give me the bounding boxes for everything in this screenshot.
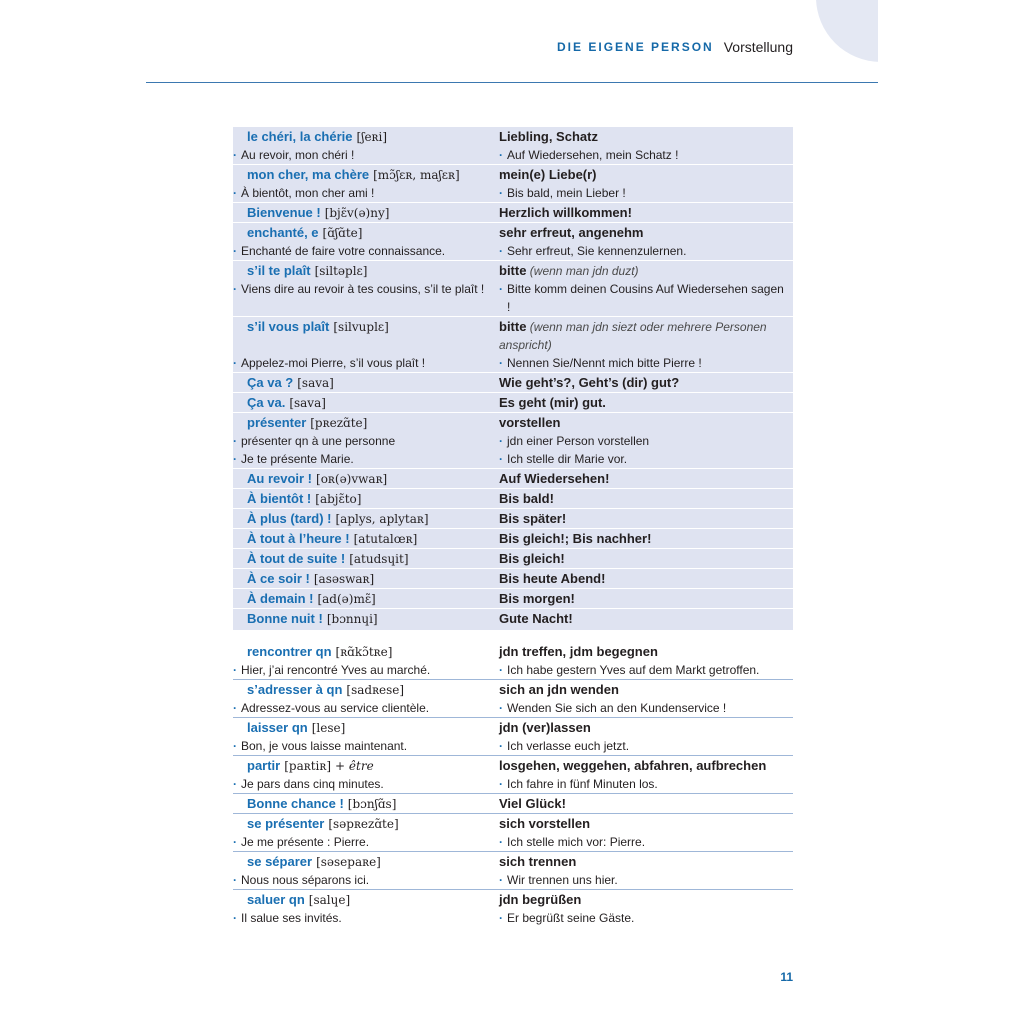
phonetic: [bɔnnɥi]: [326, 612, 378, 626]
phonetic: [sava]: [297, 376, 334, 390]
phonetic: [ad(ə)mɛ̃]: [317, 592, 376, 606]
french-example: Je te présente Marie.: [241, 452, 354, 466]
bullet-icon: ·: [233, 244, 237, 258]
german-translation: Bis bald!: [499, 491, 554, 506]
phonetic: [sadʀese]: [346, 683, 405, 697]
phonetic: [səpʀezɑ̃te]: [328, 817, 399, 831]
phonetic: [paʀtiʀ]: [284, 759, 332, 773]
french-term: Bonne chance !: [247, 796, 344, 811]
german-example: Er begrüßt seine Gäste.: [507, 911, 635, 925]
french-example: À bientôt, mon cher ami !: [241, 186, 375, 200]
bullet-icon: ·: [499, 186, 503, 200]
french-example: présenter qn à une personne: [241, 434, 396, 448]
phonetic: [siltəplɛ]: [314, 264, 368, 278]
french-term: À tout de suite !: [247, 551, 346, 566]
phonetic: [oʀ(ə)vwaʀ]: [316, 472, 388, 486]
bullet-icon: ·: [233, 911, 237, 925]
german-translation: Viel Glück!: [499, 796, 566, 811]
phonetic: [salɥe]: [308, 893, 351, 907]
german-example: Auf Wiedersehen, mein Schatz !: [507, 148, 679, 162]
usage-note: (wenn man jdn duzt): [529, 264, 639, 278]
vocab-entry: [233, 165, 793, 203]
vocab-entry: [233, 393, 793, 413]
vocab-entry: [233, 718, 793, 756]
german-translation: mein(e) Liebe(r): [499, 167, 597, 182]
vocab-entry: [233, 261, 793, 317]
french-example: Au revoir, mon chéri !: [241, 148, 355, 162]
bullet-icon: ·: [499, 434, 503, 448]
bullet-icon: ·: [233, 873, 237, 887]
german-translation: Es geht (mir) gut.: [499, 395, 606, 410]
french-term: saluer qn: [247, 892, 305, 907]
french-example: Je pars dans cinq minutes.: [241, 777, 384, 791]
german-translation: sich an jdn wenden: [499, 682, 619, 697]
german-translation: Wie geht’s?, Geht’s (dir) gut?: [499, 375, 680, 390]
phonetic: [ɑ̃ʃɑ̃te]: [322, 226, 363, 240]
german-translation: Bis später!: [499, 511, 567, 526]
phonetic: [atudsɥit]: [349, 552, 409, 566]
vocabulary-table: [233, 127, 793, 927]
french-term: s’adresser à qn: [247, 682, 343, 697]
bullet-icon: ·: [233, 835, 237, 849]
german-translation: jdn (ver)lassen: [499, 720, 591, 735]
german-translation: Liebling, Schatz: [499, 129, 598, 144]
phonetic: [bɔnʃɑ̃s]: [347, 797, 397, 811]
french-example: Appelez-moi Pierre, s’il vous plaît !: [241, 356, 426, 370]
vocab-entry: [233, 223, 793, 261]
french-term: se présenter: [247, 816, 325, 831]
vocab-entry: [233, 589, 793, 609]
french-example: Viens dire au revoir à tes cousins, s’il te plaît !: [241, 282, 485, 296]
bullet-icon: ·: [499, 244, 503, 258]
bullet-icon: ·: [233, 148, 237, 162]
french-term: Bonne nuit !: [247, 611, 323, 626]
bullet-icon: ·: [233, 663, 237, 677]
section-title: DIE EIGENE PERSON: [557, 39, 714, 54]
bullet-icon: ·: [499, 663, 503, 677]
german-translation: sich trennen: [499, 854, 577, 869]
german-translation: losgehen, weggehen, abfahren, aufbrechen: [499, 758, 767, 773]
phonetic: [atutalœʀ]: [353, 532, 418, 546]
german-example: Bitte komm deinen Cousins Auf Wiedersehen sagen !: [507, 282, 784, 314]
phonetic: [asəswaʀ]: [313, 572, 375, 586]
vocab-entry: [233, 317, 793, 373]
bullet-icon: ·: [233, 356, 237, 370]
header-divider: [146, 82, 878, 83]
bullet-icon: ·: [499, 777, 503, 791]
french-term: partir: [247, 758, 281, 773]
vocab-entry: [233, 127, 793, 165]
vocab-entry: [233, 756, 793, 794]
bullet-icon: ·: [499, 701, 503, 715]
german-example: jdn einer Person vorstellen: [507, 434, 650, 448]
bullet-icon: ·: [233, 186, 237, 200]
phonetic: [abjɛ̃to]: [315, 492, 362, 506]
german-translation: bitte: [499, 319, 527, 334]
french-term: laisser qn: [247, 720, 308, 735]
french-term: présenter: [247, 415, 307, 430]
french-term: se séparer: [247, 854, 313, 869]
french-term: À tout à l’heure !: [247, 531, 350, 546]
bullet-icon: ·: [499, 911, 503, 925]
german-translation: Herzlich willkommen!: [499, 205, 632, 220]
german-example: Ich fahre in fünf Minuten los.: [507, 777, 658, 791]
german-translation: bitte: [499, 263, 527, 278]
bullet-icon: ·: [499, 356, 503, 370]
german-example: Ich stelle dir Marie vor.: [507, 452, 628, 466]
german-translation: Gute Nacht!: [499, 611, 573, 626]
vocab-entry: [233, 509, 793, 529]
vocab-entry: [233, 549, 793, 569]
french-term: Au revoir !: [247, 471, 313, 486]
french-example: Nous nous séparons ici.: [241, 873, 370, 887]
german-example: Ich habe gestern Yves auf dem Markt getroffen.: [507, 663, 760, 677]
german-example: Wir trennen uns hier.: [507, 873, 618, 887]
phonetic: [ʀɑ̃kɔ̃tʀe]: [335, 645, 393, 659]
german-translation: Bis heute Abend!: [499, 571, 606, 586]
vocab-entry: [233, 852, 793, 890]
french-term: s’il te plaît: [247, 263, 311, 278]
phonetic: [bjɛ̃v(ə)ny]: [324, 206, 390, 220]
french-example: Bon, je vous laisse maintenant.: [241, 739, 408, 753]
bullet-icon: ·: [233, 434, 237, 448]
german-example: Ich stelle mich vor: Pierre.: [507, 835, 646, 849]
german-translation: Bis morgen!: [499, 591, 575, 606]
bullet-icon: ·: [499, 739, 503, 753]
bullet-icon: ·: [233, 701, 237, 715]
vocab-entry: [233, 794, 793, 814]
bullet-icon: ·: [499, 873, 503, 887]
grammar-note: + être: [335, 759, 374, 773]
german-translation: Bis gleich!: [499, 551, 565, 566]
vocab-entry: [233, 642, 793, 680]
french-example: Je me présente : Pierre.: [241, 835, 370, 849]
phonetic: [pʀezɑ̃te]: [310, 416, 368, 430]
vocab-entry: [233, 489, 793, 509]
phonetic: [səsepaʀe]: [316, 855, 381, 869]
french-term: Bienvenue !: [247, 205, 321, 220]
vocab-entry: [233, 890, 793, 927]
french-example: Enchanté de faire votre connaissance.: [241, 244, 446, 258]
french-term: mon cher, ma chère: [247, 167, 370, 182]
phonetic: [aplys, aplytaʀ]: [335, 512, 429, 526]
bullet-icon: ·: [499, 835, 503, 849]
french-term: À demain !: [247, 591, 314, 606]
french-term: s’il vous plaît: [247, 319, 330, 334]
vocab-entry: [233, 680, 793, 718]
vocab-entry: [233, 529, 793, 549]
vocab-entry: [233, 373, 793, 393]
vocab-entry: [233, 413, 793, 469]
french-example: Il salue ses invités.: [241, 911, 342, 925]
usage-note: (wenn man jdn siezt oder mehrere Personen anspricht): [499, 320, 767, 352]
french-term: le chéri, la chérie: [247, 129, 353, 144]
bullet-icon: ·: [233, 777, 237, 791]
phonetic: [lese]: [311, 721, 346, 735]
bullet-icon: ·: [233, 739, 237, 753]
french-term: À bientôt !: [247, 491, 312, 506]
vocab-entry: [233, 609, 793, 631]
french-term: Ça va ?: [247, 375, 294, 390]
vocab-entry: [233, 569, 793, 589]
french-term: Ça va.: [247, 395, 286, 410]
french-example: Hier, j’ai rencontré Yves au marché.: [241, 663, 431, 677]
bullet-icon: ·: [233, 282, 237, 296]
vocab-entry: [233, 469, 793, 489]
bullet-icon: ·: [499, 452, 503, 466]
german-translation: Auf Wiedersehen!: [499, 471, 610, 486]
french-term: À plus (tard) !: [247, 511, 332, 526]
bullet-icon: ·: [499, 148, 503, 162]
german-example: Wenden Sie sich an den Kundenservice !: [507, 701, 727, 715]
bullet-icon: ·: [233, 452, 237, 466]
german-example: Ich verlasse euch jetzt.: [507, 739, 630, 753]
german-example: Bis bald, mein Lieber !: [507, 186, 626, 200]
german-example: Nennen Sie/Nennt mich bitte Pierre !: [507, 356, 702, 370]
bullet-icon: ·: [499, 282, 503, 296]
phonetic: [ʃeʀi]: [356, 130, 388, 144]
vocab-entry: [233, 203, 793, 223]
page-number: 11: [780, 970, 793, 984]
french-term: À ce soir !: [247, 571, 310, 586]
phonetic: [sava]: [289, 396, 326, 410]
german-translation: vorstellen: [499, 415, 561, 430]
french-example: Adressez-vous au service clientèle.: [241, 701, 430, 715]
german-translation: Bis gleich!; Bis nachher!: [499, 531, 652, 546]
german-translation: jdn begrüßen: [499, 892, 582, 907]
vocab-entry: [233, 814, 793, 852]
phonetic: [mɔ̃ʃɛʀ, maʃɛʀ]: [373, 168, 460, 182]
german-translation: sich vorstellen: [499, 816, 591, 831]
topic-title: Vorstellung: [723, 38, 793, 55]
french-term: enchanté, e: [247, 225, 319, 240]
phonetic: [silvuplɛ]: [333, 320, 389, 334]
running-header: [146, 38, 878, 60]
french-term: rencontrer qn: [247, 644, 332, 659]
german-translation: jdn treffen, jdm begegnen: [499, 644, 658, 659]
german-example: Sehr erfreut, Sie kennenzulernen.: [507, 244, 687, 258]
german-translation: sehr erfreut, angenehm: [499, 225, 644, 240]
